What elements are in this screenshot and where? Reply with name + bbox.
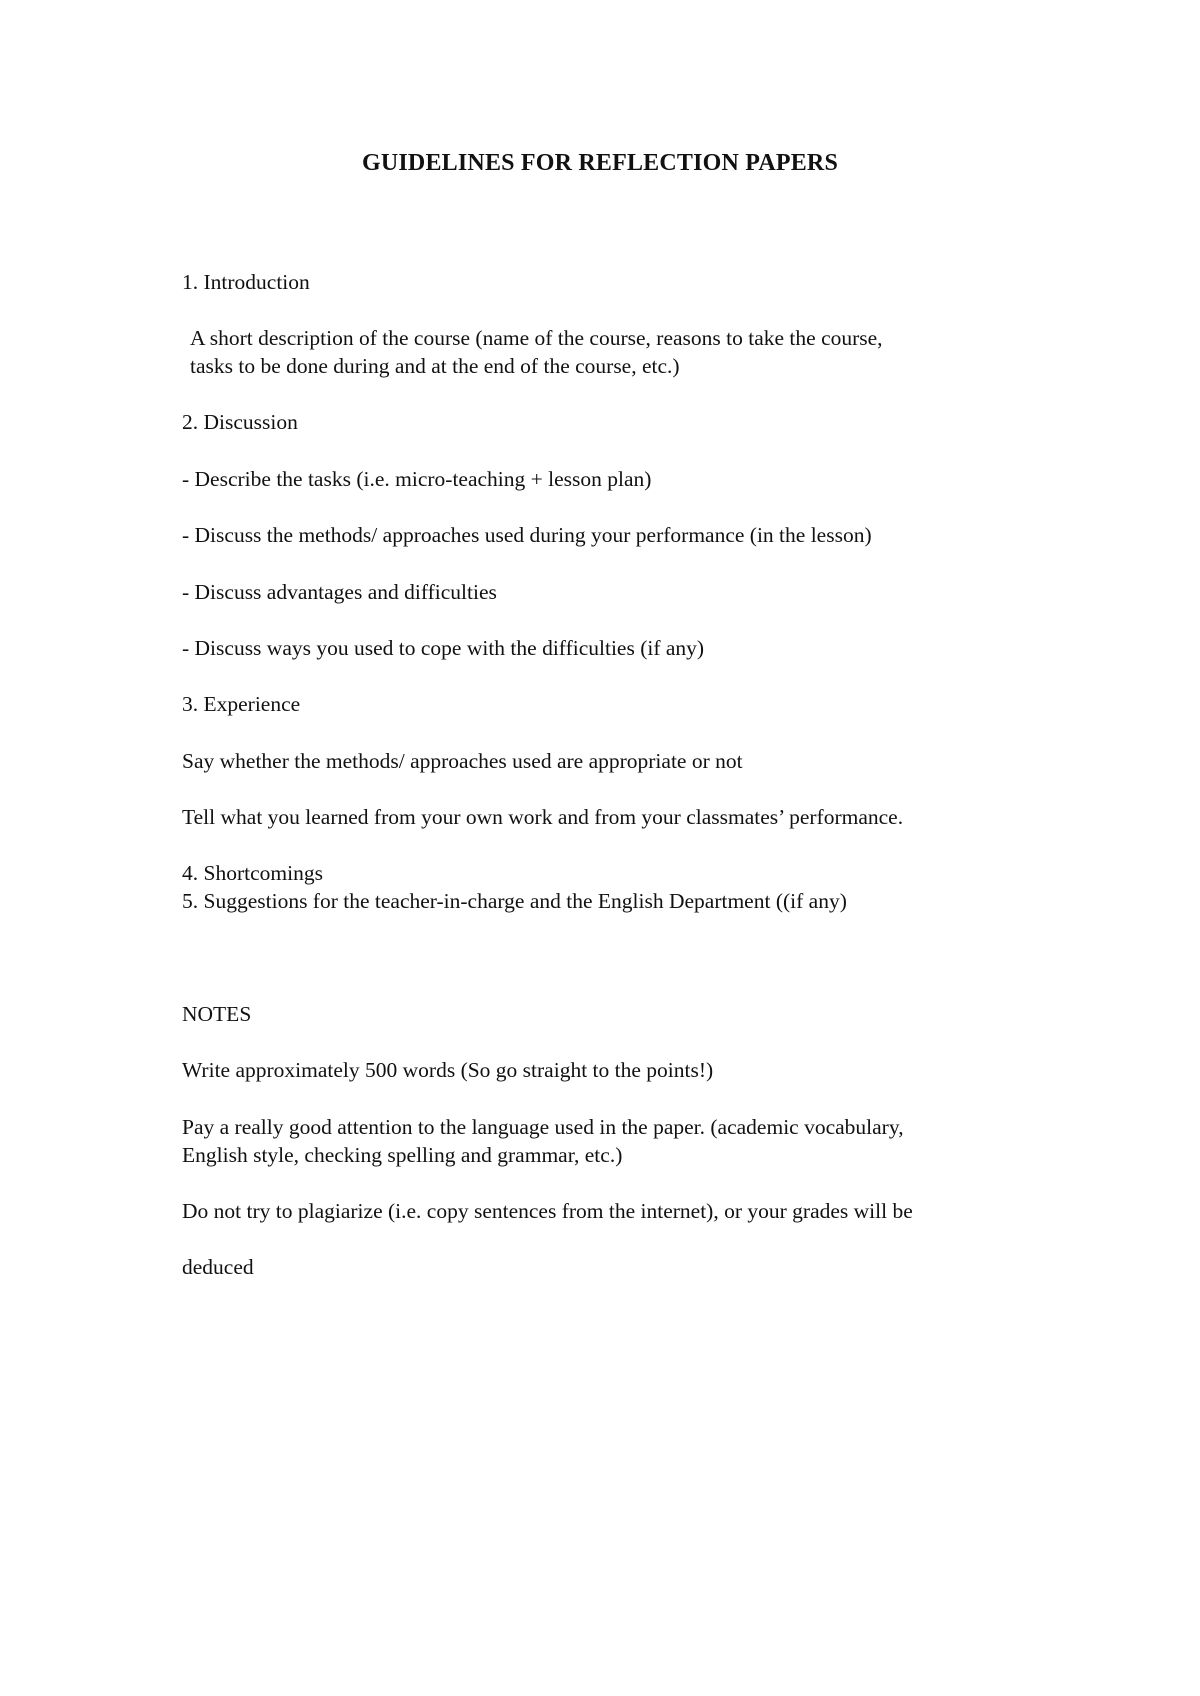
discussion-item: - Discuss the methods/ approaches used during your performance (in the lesson) [182,523,872,547]
experience-line: Tell what you learned from your own work and from your classmates’ performance. [182,805,904,829]
page-title: GUIDELINES FOR REFLECTION PAPERS [361,150,839,176]
notes-line: Do not try to plagiarize (i.e. copy sentences from the internet), or your grades will be [182,1199,913,1223]
section-heading-discussion: 2. Discussion [182,410,298,434]
notes-line: Pay a really good attention to the language used in the paper. (academic vocabulary, [182,1115,904,1139]
notes-heading: NOTES [182,1002,252,1026]
section-heading-suggestions: 5. Suggestions for the teacher-in-charge and the English Department ((if any) [182,889,847,913]
section-heading-shortcomings: 4. Shortcomings [182,861,323,885]
section-heading-experience: 3. Experience [182,692,301,716]
notes-line: Write approximately 500 words (So go straight to the points!) [182,1058,714,1082]
discussion-item: - Describe the tasks (i.e. micro-teaching + lesson plan) [182,467,652,491]
introduction-text-line-1: A short description of the course (name of the course, reasons to take the course, [190,326,883,350]
experience-line: Say whether the methods/ approaches used are appropriate or not [182,749,743,773]
discussion-item: - Discuss advantages and difficulties [182,580,497,604]
discussion-item: - Discuss ways you used to cope with the difficulties (if any) [182,636,705,660]
introduction-text-line-2: tasks to be done during and at the end of the course, etc.) [190,354,680,378]
section-heading-introduction: 1. Introduction [182,270,310,294]
notes-line: deduced [182,1255,254,1279]
notes-line: English style, checking spelling and grammar, etc.) [182,1143,623,1167]
